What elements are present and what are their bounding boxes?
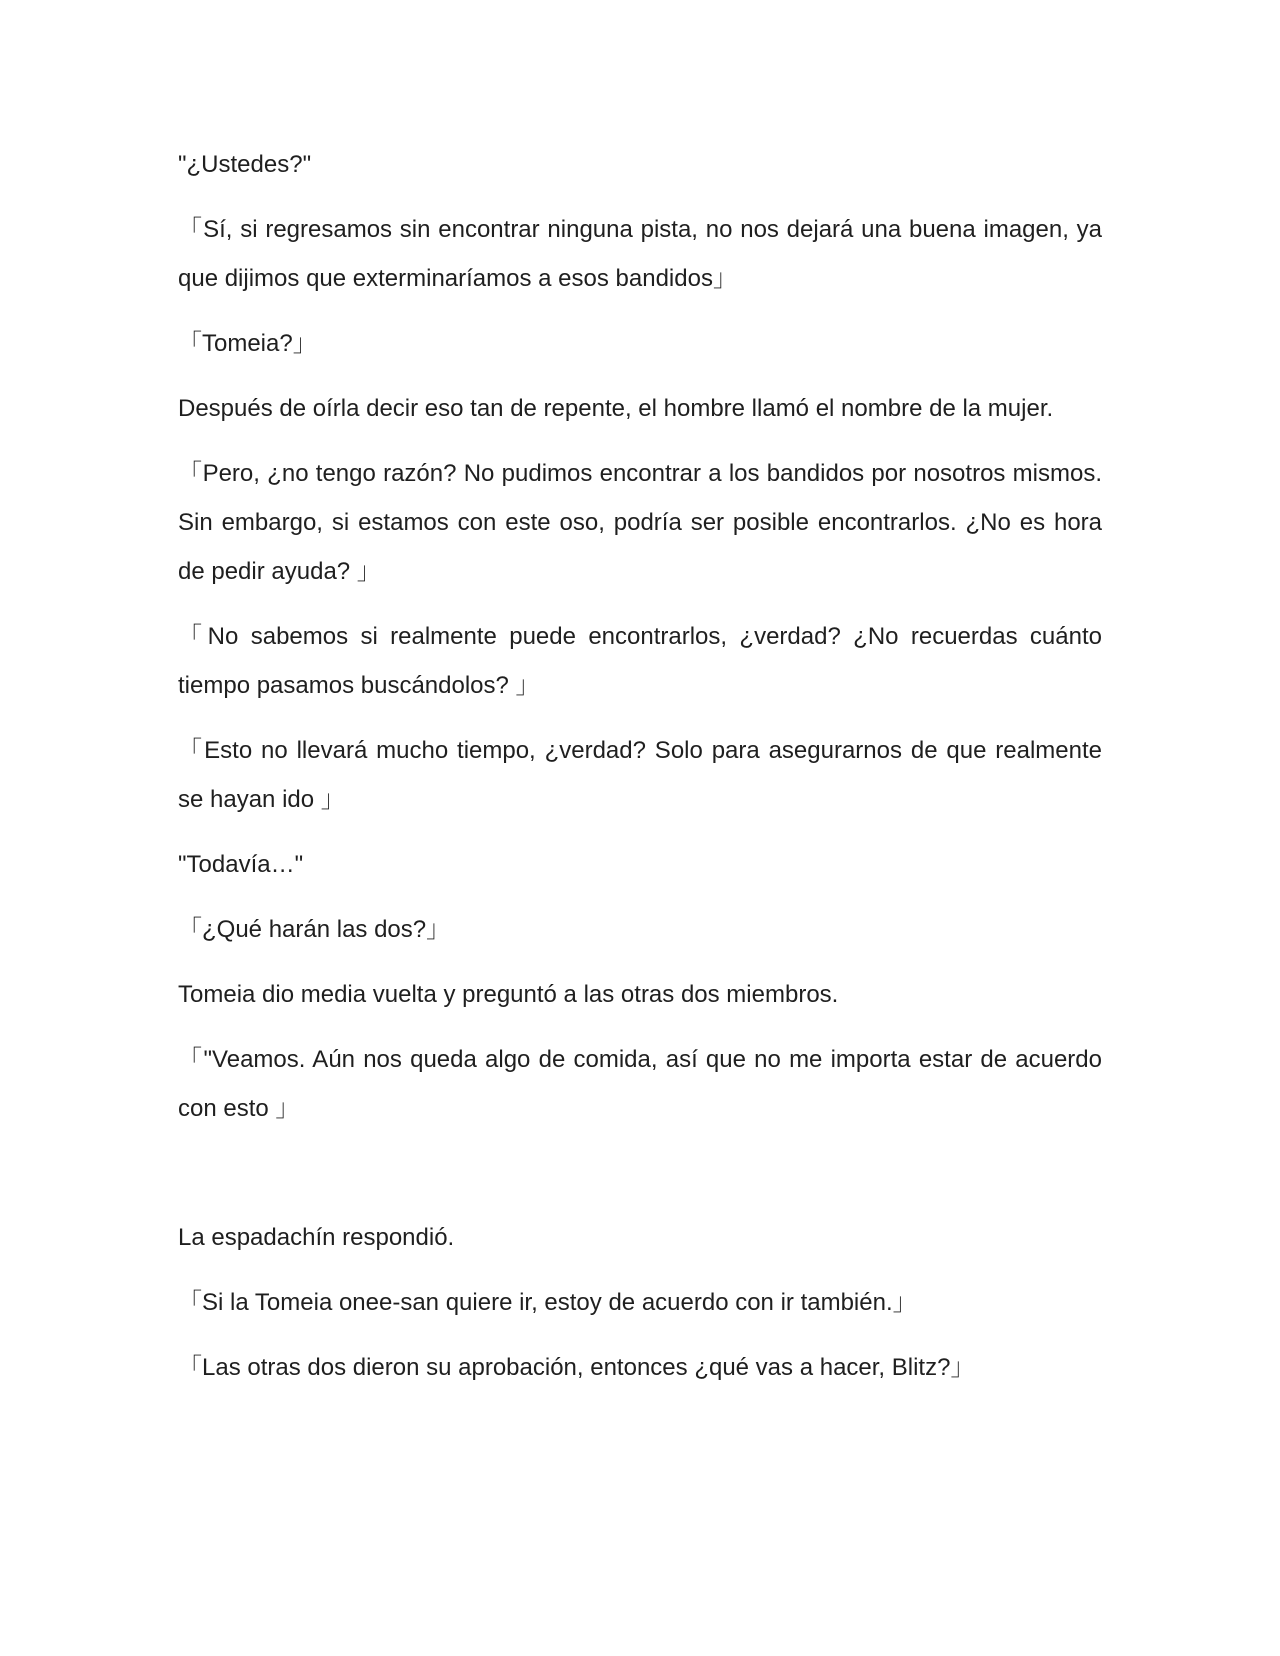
- paragraph-2: 「Sí, si regresamos sin encontrar ninguna pista, no nos dejará una buena imagen, ya que dijimos que exterminaríamos a esos bandidos」: [178, 216, 1102, 292]
- paragraph-7: 「Esto no llevará mucho tiempo, ¿verdad? Solo para asegurarnos de que realmente se hayan ido 」: [178, 737, 1102, 813]
- paragraph-11: 「"Veamos. Aún nos queda algo de comida, así que no me importa estar de acuerdo con esto 」: [178, 1046, 1102, 1122]
- paragraph-1: "¿Ustedes?": [178, 151, 312, 178]
- paragraph-14: 「Las otras dos dieron su aprobación, entonces ¿qué vas a hacer, Blitz?」: [178, 1354, 975, 1381]
- paragraph-9: 「¿Qué harán las dos?」: [178, 916, 451, 943]
- paragraph-13: 「Si la Tomeia onee-san quiere ir, estoy de acuerdo con ir también.」: [178, 1289, 917, 1316]
- paragraph-6: 「No sabemos si realmente puede encontrarlos, ¿verdad? ¿No recuerdas cuánto tiempo pasamos buscándolos? 」: [178, 623, 1102, 699]
- paragraph-3: 「Tomeia?」: [178, 330, 317, 357]
- paragraph-10: Tomeia dio media vuelta y preguntó a las otras dos miembros.: [178, 981, 839, 1008]
- paragraph-5: 「Pero, ¿no tengo razón? No pudimos encontrar a los bandidos por nosotros mismos. Sin embargo, si estamos con este oso, podría ser posible encontrarlos. ¿No es hora de pedir ayuda? 」: [178, 460, 1102, 585]
- paragraph-12: La espadachín respondió.: [178, 1224, 455, 1251]
- document-body: [178, 140, 1102, 1392]
- paragraph-8: "Todavía…": [178, 851, 304, 878]
- paragraph-4: Después de oírla decir eso tan de repente, el hombre llamó el nombre de la mujer.: [178, 395, 1054, 422]
